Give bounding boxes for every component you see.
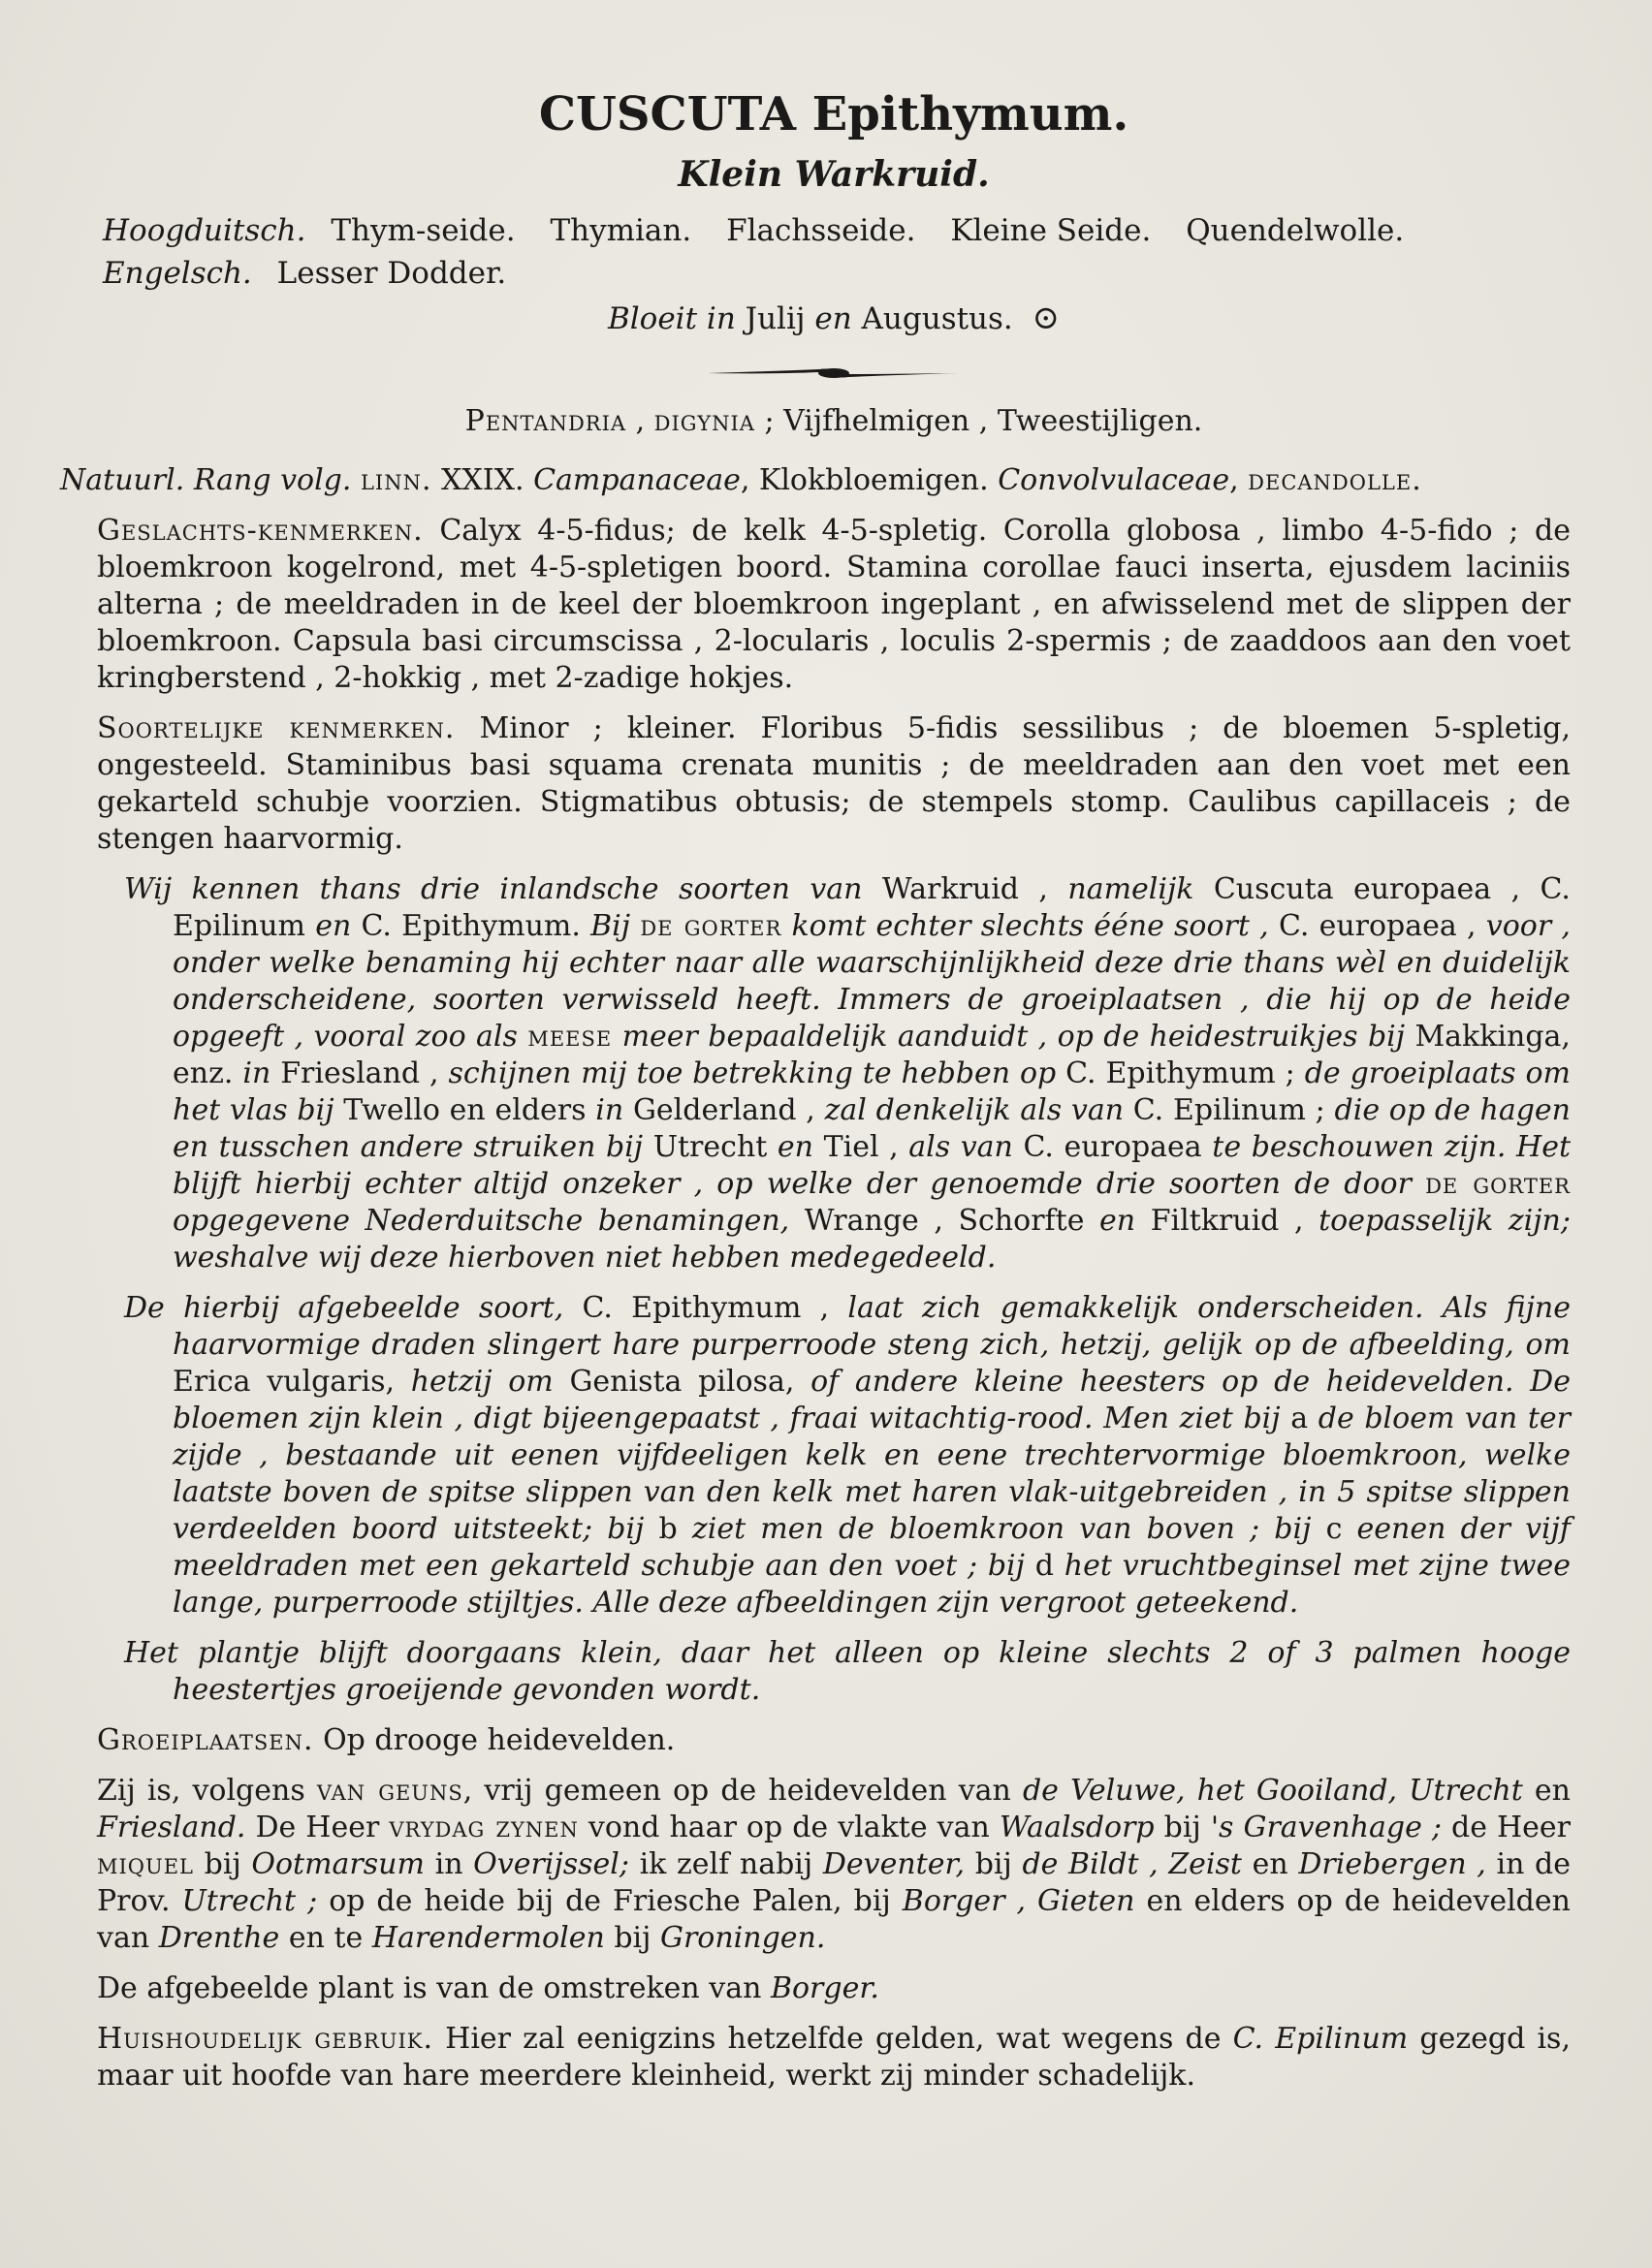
text-run: C. europaea , [1278,909,1477,943]
text-run: , vrij gemeen op de heidevelden van [462,1774,1011,1808]
text-run: C. Epithymum , [582,1291,830,1325]
text-run: die op de hagen en tusschen andere struiken bij [173,1093,1571,1164]
figure-letter: a [1290,1402,1309,1435]
text-run: in [595,1093,624,1127]
natural-rank-label: Natuurl. Rang volg. [60,463,352,497]
text-run: en [1534,1774,1571,1808]
family-latin-2: Convolvulaceae [998,463,1230,497]
bloom-month: Julij [745,301,806,336]
text-run: C. Epithymum ; [1065,1056,1295,1090]
paragraph-depicted-plant [97,1970,1571,2007]
place-name: Deventer, [822,1847,966,1881]
class-name: Pentandria [464,404,627,438]
place-name: 's Gravenhage ; [1210,1811,1442,1844]
german-name: Kleine Seide. [950,213,1152,248]
text-run: komt echter slechts ééne soort , [791,909,1269,943]
species-label: Soortelijke kenmerken. [97,711,456,745]
text-run: en te [288,1921,364,1955]
household-use [97,2021,1571,2095]
text-run: Warkruid , [881,872,1048,906]
text-run: in [242,1056,271,1090]
species-characters [97,710,1571,858]
habitat-text: Op drooge heidevelden. [323,1723,676,1757]
english-name: Lesser Dodder. [276,256,507,291]
text-run: te beschouwen zijn. Het blijft hierbij echter altijd onzeker , op welke der genoemde drie soorten de door [173,1130,1571,1201]
family-latin: Campanaceae [533,463,741,497]
page-title: CUSCUTA Epithymum. [538,87,1129,142]
place-name: Ootmarsum [251,1847,425,1881]
text-run: toepasselijk zijn; weshalve wij deze hierboven niet hebben medegedeeld. [173,1204,1571,1275]
bloom-line [97,297,1571,340]
text-run: en [1252,1847,1288,1881]
genus-text: Calyx 4-5-fidus; de kelk 4-5-spletig. Corolla globosa , limbo 4-5-fido ; de bloemkroon kogelrond, met 4-5-spletigen boord. Stamina corollae fauci inserta, ejusdem laciniis alterna ; de meeldraden in de keel der bloemkroon ingeplant , en afwisselend met de slippen der bloemkroon. Capsula basi circumscissa , 2-locularis , loculis 2-spermis ; de zaaddoos aan den voet kringberstend , 2-hokkig , met 2-zadige hokjes. [97,514,1571,695]
place-name: Drenthe [158,1921,280,1955]
decandolle-ref: decandolle. [1248,463,1422,497]
german-names-line [103,209,1571,252]
text-run: zal denkelijk als van [824,1093,1125,1127]
text-run: Wrange , Schorfte [804,1204,1085,1238]
paragraph-description [97,1290,1571,1622]
text-run: Gelderland , [632,1093,815,1127]
rank-number: XXIX. [441,463,524,497]
species-name: C. Epilinum [1232,2022,1409,2056]
text-run: Hier zal eenigzins hetzelfde gelden, wat wegens de [445,2022,1222,2056]
bloom-month: Augustus. [861,301,1013,336]
classification-dutch: Vijfhelmigen , Tweestijligen. [783,404,1203,438]
linn-ref: linn. [360,463,432,497]
figure-letter: b [658,1512,678,1546]
text-run: C. Epithymum. [361,909,581,943]
text-run: en [1099,1204,1136,1238]
text-run: in de Prov. [97,1847,1571,1918]
ornament-divider [97,365,1571,381]
species-text: Minor ; kleiner. Floribus 5-fidis sessilibus ; de bloemen 5-spletig, ongesteeld. Staminibus basi squama crenata munitis ; de meeldraden aan den voet met een gekarteld schubje voorzien. Stigmatibus obtusis; de stempels stomp. Caulibus capillaceis ; de stengen haarvormig. [97,711,1571,856]
text-run: meer bepaaldelijk aanduidt , op de heidestruikjes bij [621,1020,1406,1054]
text-run: vond haar op de vlakte van [588,1811,990,1844]
ornament-icon [708,365,960,381]
place-name: Borger , Gieten [902,1884,1135,1918]
author-name: miquel [97,1847,194,1881]
text-run: en [777,1130,813,1164]
text-run: ik zelf nabij [639,1847,813,1881]
text-run: en elders op de heidevelden van [97,1884,1571,1955]
family-dutch: Klokbloemigen. [758,463,989,497]
text-run: voor , onder welke benaming hij echter naar alle waarschijnlijkheid deze drie thans wèl en duidelijk onderscheidene, soorten verwisseld heeft. Immers de groeiplaatsen , die hij op de heide opgeeft , vooral zoo als [173,909,1571,1054]
text-run: Erica vulgaris, [173,1365,396,1399]
place-name: Friesland. [97,1811,246,1844]
figure-letter: d [1034,1549,1054,1583]
text-run: de Heer [1451,1811,1572,1844]
text-run: Utrecht [652,1130,768,1164]
text-run: opgegevene Nederduitsche benamingen, [173,1204,790,1238]
text-run: laat zich gemakkelijk onderscheiden. Als fijne haarvormige draden slingert hare purperroode steng zich, hetzij, gelijk op de afbeelding, om [173,1291,1571,1362]
text-run: de groeiplaats om het vlas bij [173,1056,1571,1127]
place-name: Waalsdorp [999,1811,1155,1844]
annual-symbol: ⊙ [1032,299,1061,337]
text-run: namelijk [1067,872,1194,906]
place-name: Overijssel; [473,1847,629,1881]
author-name: vrydag zynen [389,1811,579,1844]
text-run: de bloem van ter zijde , bestaande uit eenen vijfdeeligen kelk en eene trechtervormige bloemkroon, welke laatste boven de spitse slippen van den kelk met haren vlak-uitgebreiden , in 5 spitse slippen verdeelden boord uitsteekt; bij [173,1402,1571,1546]
text-run: bij [204,1847,241,1881]
genus-label: Geslachts-kenmerken. [97,514,424,548]
text-run: bij [974,1847,1012,1881]
paragraph-species-overview [97,871,1571,1276]
text-run: De afgebeelde plant is van de omstreken van [97,1971,762,2005]
text-run: De Heer [255,1811,380,1844]
text-run: op de heide bij de Friesche Palen, bij [329,1884,891,1918]
german-name: Thymian. [550,213,692,248]
german-name: Thym-seide. [331,213,516,248]
place-name: de Bildt , Zeist [1022,1847,1242,1881]
natural-rank: Natuurl. Rang volg. linn. XXIX. Campanaceae, Klokbloemigen. Convolvulaceae, decandolle. [60,463,1422,497]
text-run: Makkinga, enz. [173,1020,1571,1090]
figure-letter: c [1325,1512,1343,1546]
text-run: Filtkruid , [1150,1204,1304,1238]
german-name: Quendelwolle. [1186,213,1405,248]
habitat [97,1722,1571,1759]
place-name: Groningen. [659,1921,826,1955]
text-run: bij [614,1921,651,1955]
text-run: eenen der vijf meeldraden met een gekarteld schubje aan den voet ; bij [173,1512,1572,1583]
text-run: Twello en elders [343,1093,587,1127]
author-name: van geuns [316,1774,463,1808]
habitat-label: Groeiplaatsen. [97,1723,314,1757]
text-run: als van [908,1130,1013,1164]
text-run: Friesland , [280,1056,439,1090]
text-run: het vruchtbeginsel met zijne twee lange, purperroode stijltjes. Alle deze afbeeldingen zijn vergroot geteekend. [173,1549,1571,1620]
text-run: ziet men de bloemkroon van boven ; bij [691,1512,1312,1546]
english-names-line [103,252,1571,295]
bloom-en: en [814,301,852,336]
place-name: de Veluwe, het Gooiland, Utrecht [1022,1774,1523,1808]
author-name: de gorter [640,909,782,943]
text-run: bij [1163,1811,1201,1844]
text-run: C. europaea [1023,1130,1202,1164]
text-run: C. Epilinum ; [1132,1093,1325,1127]
text-run: Bij [590,909,631,943]
text-run: Genista pilosa, [569,1365,795,1399]
text-run: en [315,909,352,943]
bloom-in: in [706,301,736,336]
text-run: Cuscuta europaea , C. Epilinum [173,872,1571,943]
place-name: Harendermolen [371,1921,605,1955]
genus-characters [97,513,1571,697]
text-run: Wij kennen thans drie inlandsche soorten van [124,872,863,906]
text-run: De hierbij afgebeelde soort, [124,1291,564,1325]
text-run: hetzij om [410,1365,554,1399]
place-name: Borger. [770,1971,879,2005]
bloom-label: Bloeit [607,301,698,336]
text-run: Tiel , [823,1130,899,1164]
text-run: gezegd is, maar uit hoofde van hare meerdere kleinheid, werkt zij minder schadelijk. [97,2022,1571,2093]
classification-line: Pentandria , digynia ; Vijfhelmigen , Tweestijligen. [464,404,1203,438]
text-run: Het plantje blijft doorgaans klein, daar het alleen op kleine slechts 2 of 3 palmen hooge heestertjes groeijende gevonden wordt. [124,1636,1571,1707]
english-label: Engelsch. [103,256,252,291]
paragraph-size [97,1635,1571,1709]
subtitle: Klein Warkruid. [678,154,990,195]
place-name: Utrecht ; [181,1884,318,1918]
german-label: Hoogduitsch. [103,213,306,248]
paragraph-localities [97,1773,1571,1957]
text-run: Zij is, volgens [97,1774,305,1808]
content [60,85,1572,2108]
text-run: in [434,1847,463,1881]
order-name: digynia [653,404,755,438]
household-label: Huishoudelijk gebruik. [97,2022,434,2056]
place-name: Driebergen , [1298,1847,1486,1881]
german-name: Flachsseide. [726,213,916,248]
vernacular-names [103,209,1571,295]
author-name: de gorter [1425,1167,1571,1201]
text-run: of andere kleine heesters op de heidevelden. De bloemen zijn klein , digt bijeengepaatst , fraai witachtig-rood. Men ziet bij [173,1365,1571,1435]
author-name: meese [527,1020,613,1054]
text-run: schijnen mij toe betrekking te hebben op [448,1056,1057,1090]
